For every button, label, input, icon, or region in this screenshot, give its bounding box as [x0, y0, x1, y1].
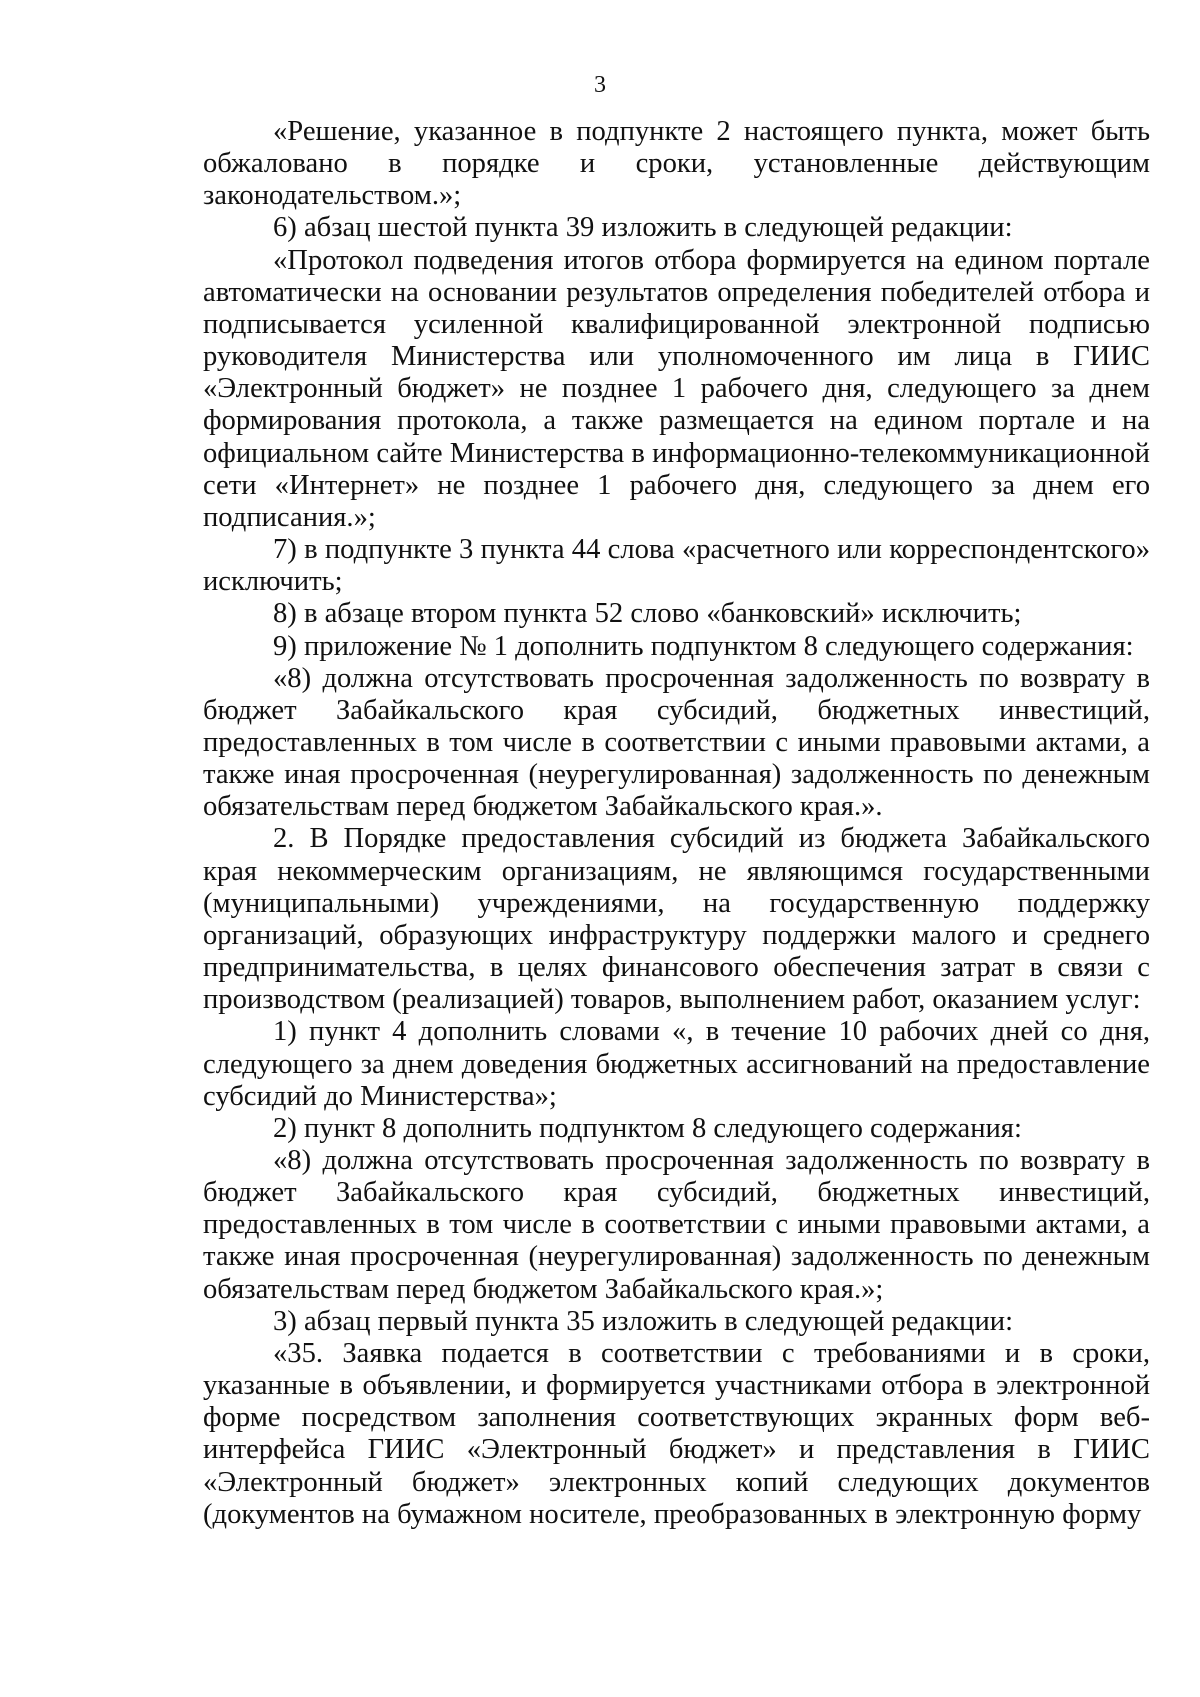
paragraph-item-9: 9) приложение № 1 дополнить подпунктом 8 следующего содержания:	[273, 630, 1134, 662]
paragraph-item-2: 2) пункт 8 дополнить подпунктом 8 следующего содержания:	[273, 1112, 1022, 1144]
paragraph-item-3: 3) абзац первый пункта 35 изложить в следующей редакции:	[273, 1305, 1014, 1337]
paragraph-debt-requirement-2: «8) должна отсутствовать просроченная задолженность по возврату в бюджет Забайкальского края субсидий, бюджетных инвестиций, предоставленных в том числе в соответствии с иными правовыми актами, а также иная просроченная (неурегулированная) задолженность по денежным обязательствам перед бюджетом Забайкальского края.»;	[203, 1145, 1150, 1305]
paragraph-item-6: 6) абзац шестой пункта 39 изложить в следующей редакции:	[273, 212, 1013, 244]
paragraph-item-8: 8) в абзаце втором пункта 52 слово «банковский» исключить;	[273, 598, 1022, 630]
paragraph-protocol-clause: «Протокол подведения итогов отбора формируется на едином портале автоматически на основании результатов определения победителей отбора и подписывается усиленной квалифицированной электронной подписью руководителя Министерства или уполномоченного им лица в ГИИС «Электронный бюджет» не позднее 1 рабочего дня, следующего за днем формирования протокола, а также размещается на едином портале и на официальном сайте Министерства в информационно-телекоммуникационной сети «Интернет» не позднее 1 рабочего дня, следующего за днем его подписания.»;	[203, 244, 1150, 533]
paragraph-item-7: 7) в подпункте 3 пункта 44 слова «расчетного или корреспондентского» исключить;	[203, 534, 1150, 598]
document-body	[203, 116, 1150, 1531]
paragraph-section-2: 2. В Порядке предоставления субсидий из бюджета Забайкальского края некоммерческим организациям, не являющимся государственными (муниципальными) учреждениями, на государственную поддержку организаций, образующих инфраструктуру поддержки малого и среднего предпринимательства, в целях финансового обеспечения затрат в связи с производством (реализацией) товаров, выполнением работ, оказанием услуг:	[203, 823, 1150, 1016]
paragraph-application-clause: «35. Заявка подается в соответствии с требованиями и в сроки, указанные в объявлении, и формируется участниками отбора в электронной форме посредством заполнения соответствующих экранных форм веб-интерфейса ГИИС «Электронный бюджет» и представления в ГИИС «Электронный бюджет» электронных копий следующих документов (документов на бумажном носителе, преобразованных в электронную форму	[203, 1337, 1150, 1530]
paragraph-appeal-clause: «Решение, указанное в подпункте 2 настоящего пункта, может быть обжаловано в порядке и сроки, установленные действующим законодательством.»;	[203, 116, 1150, 212]
paragraph-debt-requirement: «8) должна отсутствовать просроченная задолженность по возврату в бюджет Забайкальского края субсидий, бюджетных инвестиций, предоставленных в том числе в соответствии с иными правовыми актами, а также иная просроченная (неурегулированная) задолженность по денежным обязательствам перед бюджетом Забайкальского края.».	[203, 662, 1150, 823]
paragraph-item-1: 1) пункт 4 дополнить словами «, в течение 10 рабочих дней со дня, следующего за днем доведения бюджетных ассигнований на предоставление субсидий до Министерства»;	[203, 1016, 1150, 1112]
page-number: 3	[594, 72, 606, 98]
